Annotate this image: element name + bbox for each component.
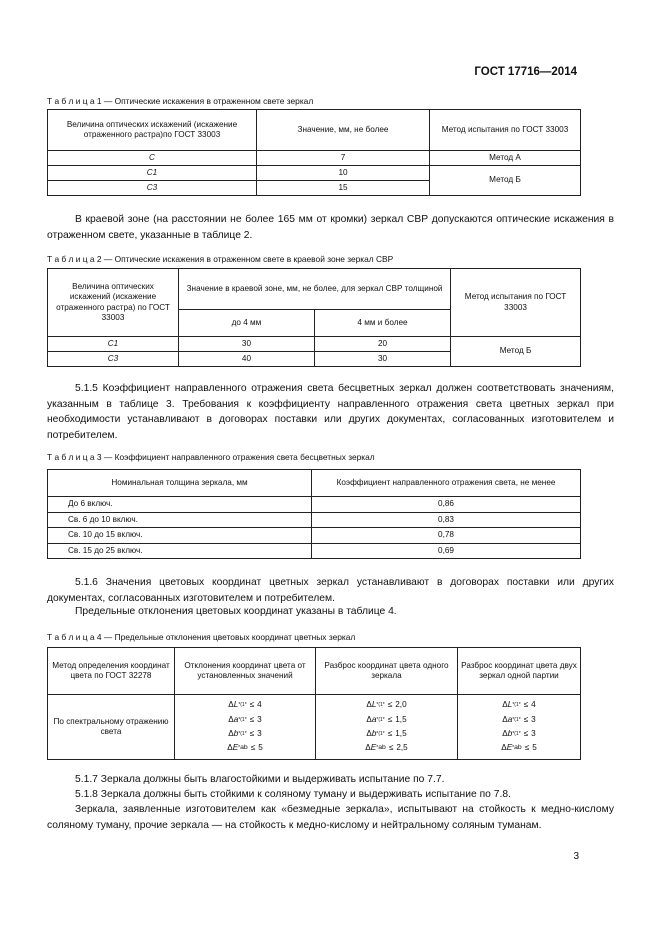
table3-cell: До 6 включ. [48, 497, 312, 513]
document-header: ГОСТ 17716—2014 [474, 66, 577, 78]
table2-cell: 20 [314, 337, 450, 352]
tolerance-list [461, 698, 577, 755]
table1-cell: 7 [257, 151, 430, 166]
tolerance-list [319, 698, 454, 755]
table3-header-col1: Номинальная толщина зеркала, мм [48, 470, 312, 497]
table1-header-col1: Величина оптических искажений (искажение отраженного растра)по ГОСТ 33003 [48, 110, 257, 151]
table3-cell: Св. 10 до 15 включ. [48, 528, 312, 544]
table2 [47, 268, 581, 367]
paragraph [47, 802, 614, 833]
tolerance-formula: Δ E * ab ≤ 2,5 [365, 743, 408, 753]
table4-caption: Т а б л и ц а 4 — Предельные отклонения цветовых координат цветных зеркал [47, 632, 356, 642]
table3-cell: Св. 15 до 25 включ. [48, 543, 312, 559]
table2-cell: Метод Б [451, 337, 581, 367]
tolerance-formula: Δ L *(1* ≤ 4 [502, 700, 536, 710]
table1 [47, 109, 581, 196]
table4-col2-cell [316, 695, 458, 760]
paragraph-text: Зеркала, заявленные изготовителем как «безмедные зеркала», испытывают на стойкость к медно-кислому соляному туману, прочие зеркала — на стойкость к медно-кислому и нейтральному соляным туманам. [47, 804, 614, 831]
table2-header-col1: Величина оптических искажений (искажение отраженного растра) по ГОСТ 33003 [48, 269, 179, 337]
table2-cell: 30 [179, 337, 315, 352]
table1-caption: Т а б л и ц а 1 — Оптические искажения в отраженном свете зеркал [47, 96, 314, 106]
table2-header-sub1: до 4 мм [179, 310, 315, 337]
table3 [47, 469, 581, 559]
paragraph [47, 604, 614, 620]
tolerance-list [178, 698, 312, 755]
paragraph-text: 5.1.8 Зеркала должны быть стойкими к соляному туману и выдерживать испытание по 7.8. [75, 789, 511, 800]
table2-cell: 40 [179, 352, 315, 367]
paragraph [47, 772, 614, 788]
table1-header-col3: Метод испытания по ГОСТ 33003 [430, 110, 581, 151]
tolerance-formula: Δ b *(1* ≤ 1,5 [366, 728, 407, 738]
table4-header-col2: Отклонения координат цвета от установленных значений [175, 648, 316, 695]
table1-cell: Метод А [430, 151, 581, 166]
table2-cell: С1 [48, 337, 179, 352]
table1-cell: С1 [48, 166, 257, 181]
table1-cell: С3 [48, 181, 257, 196]
paragraph-text: Предельные отклонения цветовых координат указаны в таблице 4. [75, 606, 397, 617]
table3-cell: Св. 6 до 10 включ. [48, 512, 312, 528]
table2-header-col4: Метод испытания по ГОСТ 33003 [451, 269, 581, 337]
paragraph [47, 381, 614, 443]
table4-header-col4: Разброс координат цвета двух зеркал одной партии [458, 648, 581, 695]
paragraph-text: В краевой зоне (на расстоянии не более 165 мм от кромки) зеркал СВР допускаются оптические искажения в отраженном свете, указанные в таблице 2. [47, 214, 614, 241]
table3-cell: 0,69 [312, 543, 581, 559]
table4-header-col1: Метод определения координат цвета по ГОСТ 32278 [48, 648, 175, 695]
page-number: 3 [573, 851, 579, 862]
paragraph [47, 787, 614, 803]
table1-cell: 15 [257, 181, 430, 196]
table3-cell: 0,86 [312, 497, 581, 513]
table1-cell: С [48, 151, 257, 166]
paragraph-text: 5.1.5 Коэффициент направленного отражения света бесцветных зеркал должен соответствовать значениям, указанным в таблице 3. Требования к коэффициенту направленного отражения света цветных зеркал при необходимости устанавливают в договорах поставки или других документах, согласованных изготовителем и потребителем. [47, 383, 614, 441]
table4-col3-cell [458, 695, 581, 760]
table2-caption: Т а б л и ц а 2 — Оптические искажения в отраженном свете в краевой зоне зеркал СВР [47, 254, 394, 264]
paragraph [47, 212, 614, 243]
table2-cell: С3 [48, 352, 179, 367]
paragraph [47, 575, 614, 606]
table3-header-col2: Коэффициент направленного отражения света, не менее [312, 470, 581, 497]
table4-header-col3: Разброс координат цвета одного зеркала [316, 648, 458, 695]
table1-cell: 10 [257, 166, 430, 181]
tolerance-formula: Δ b *(1* ≤ 3 [502, 728, 536, 738]
table3-cell: 0,83 [312, 512, 581, 528]
table4 [47, 647, 581, 760]
paragraph-text: 5.1.7 Зеркала должны быть влагостойкими и выдерживать испытание по 7.7. [75, 774, 445, 785]
table2-header-sub2: 4 мм и более [314, 310, 450, 337]
tolerance-formula: Δ E * ab ≤ 5 [501, 743, 537, 753]
table4-method-cell: По спектральному отражению света [48, 695, 175, 760]
tolerance-formula: Δ L *(1* ≤ 4 [228, 700, 262, 710]
table1-cell: Метод Б [430, 166, 581, 196]
tolerance-formula: Δ L *(1* ≤ 2,0 [366, 700, 407, 710]
tolerance-formula: Δ a *(1* ≤ 3 [228, 714, 262, 724]
tolerance-formula: Δ b *(1* ≤ 3 [228, 728, 262, 738]
table3-cell: 0,78 [312, 528, 581, 544]
table2-header-group: Значение в краевой зоне, мм, не более, для зеркал СВР толщиной [179, 269, 451, 310]
table2-cell: 30 [314, 352, 450, 367]
table4-col1-cell [175, 695, 316, 760]
tolerance-formula: Δ a *(1* ≤ 3 [502, 714, 536, 724]
tolerance-formula: Δ E * ab ≤ 5 [227, 743, 263, 753]
table1-header-col2: Значение, мм, не более [257, 110, 430, 151]
table3-caption: Т а б л и ц а 3 — Коэффициент направленного отражения света бесцветных зеркал [47, 452, 375, 462]
tolerance-formula: Δ a *(1* ≤ 1,5 [366, 714, 407, 724]
paragraph-text: 5.1.6 Значения цветовых координат цветных зеркал устанавливают в договорах поставки или других документах, согласованных изготовителем и потребителем. [47, 577, 614, 604]
